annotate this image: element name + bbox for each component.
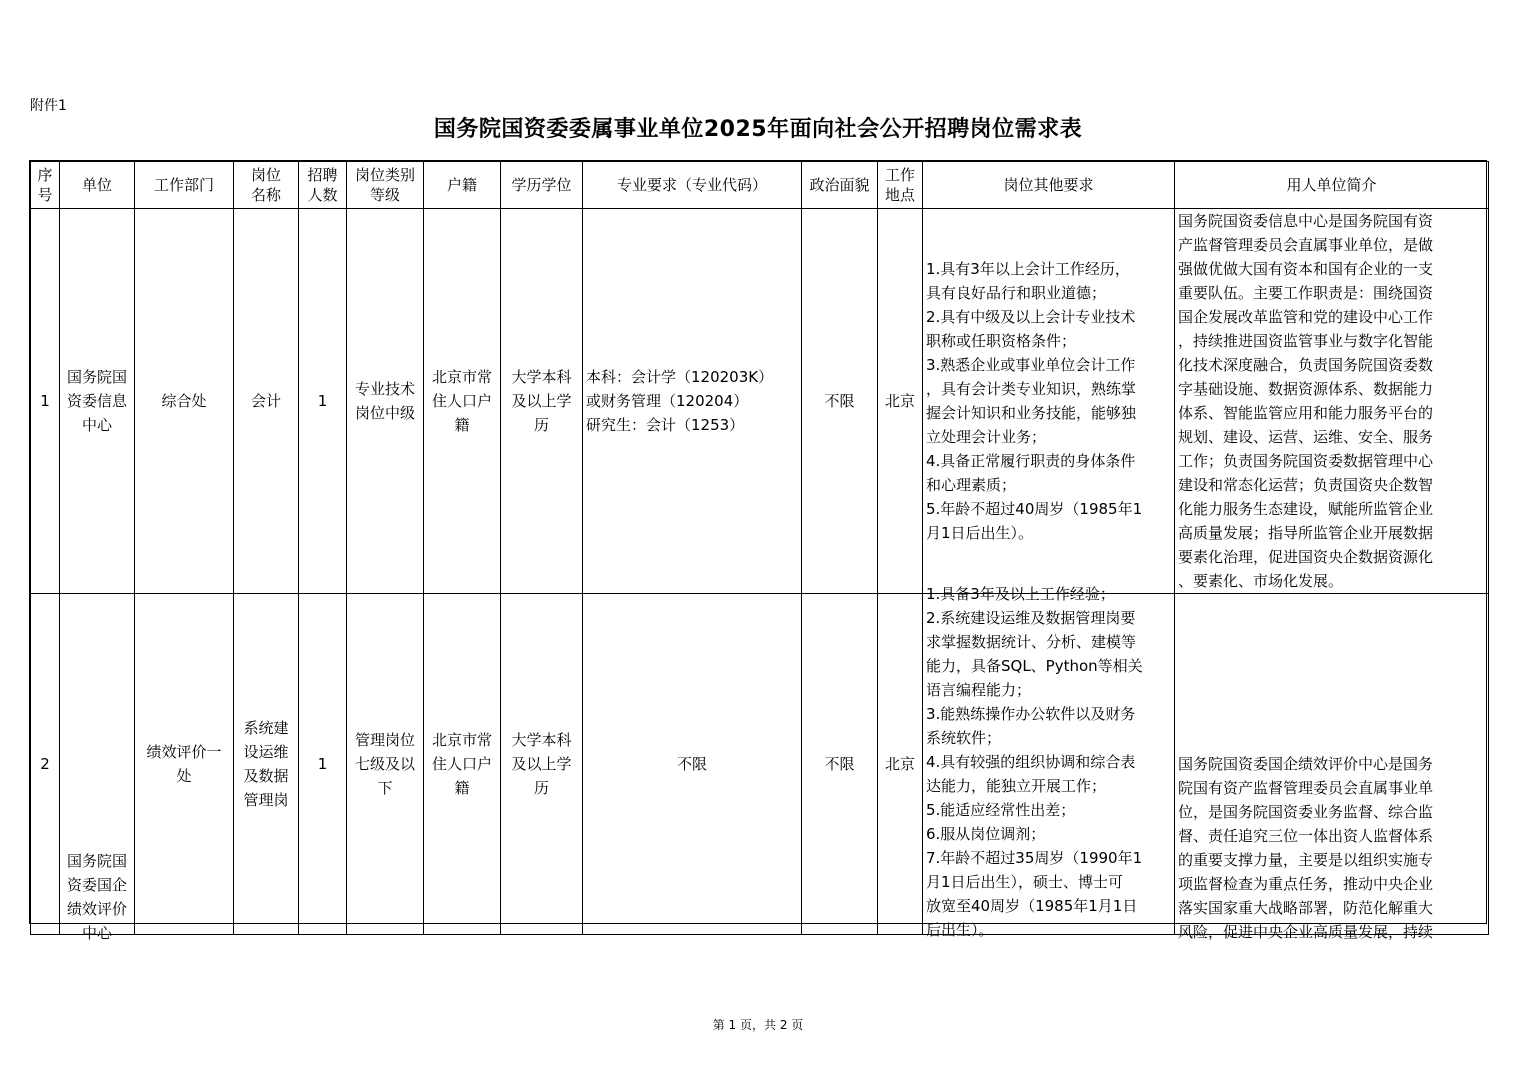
cell-post: 系统建 设运维 及数据 管理岗 [234, 594, 299, 935]
cell-dept: 综合处 [135, 209, 234, 594]
cell-unit-intro: 国务院国资委信息中心是国务院国有资 产监督管理委员会直属事业单位，是做 强做优做大国有资本和国有企业的一支 重要队伍。主要工作职责是：围绕国资 国企发展改革监管和党的建设中心工作 ，持续推进国资监管事业与数字化智能 化技术深度融合，负责国务院国资委数 字基础设施、数据资源体系、数据能力 体系、智能监管应用和能力服务平台的 规划、建设、运营、运维、安全、服务 工作；负责国务院国资委数据管理中心 建设和常态化运营；负责国资央企数智 化能力服务生态建设，赋能所监管企业 高质量发展；指导所监管企业开展数据 要素化治理，促进国资央企数据资源化 、要素化、市场化发展。 [1175, 209, 1489, 594]
cell-education: 大学本科 及以上学 历 [501, 209, 583, 594]
cell-other-requirements: 1.具有3年以上会计工作经历， 具有良好品行和职业道德； 2.具有中级及以上会计专业技术 职称或任职资格条件； 3.熟悉企业或事业单位会计工作 ，具有会计类专业知识，熟练掌 握会计知识和业务技能，能够独 立处理会计业务； 4.具备正常履行职责的身体条件 和心理素质； 5.年龄不超过40周岁（1985年1 月1日后出生）。 [923, 209, 1175, 594]
cell-count: 1 [299, 209, 347, 594]
attachment-label: 附件1 [30, 98, 67, 114]
header-row [31, 162, 1489, 209]
header-hukou: 户籍 [424, 162, 501, 209]
cell-dept: 绩效评价一 处 [135, 594, 234, 935]
cell-location: 北京 [878, 594, 923, 935]
cell-category: 管理岗位 七级及以 下 [347, 594, 424, 935]
page-title: 国务院国资委委属事业单位2025年面向社会公开招聘岗位需求表 [433, 117, 1083, 142]
recruitment-table [29, 160, 1487, 942]
table-row [31, 594, 1489, 935]
header-other: 岗位其他要求 [923, 162, 1175, 209]
header-major: 专业要求（专业代码） [583, 162, 802, 209]
cell-politics: 不限 [802, 209, 878, 594]
header-seq: 序 号 [31, 162, 60, 209]
header-category: 岗位类别 等级 [347, 162, 424, 209]
cell-seq: 1 [31, 209, 60, 594]
cell-major: 不限 [583, 594, 802, 935]
cell-unit: 国务院国 资委信息 中心 [60, 209, 135, 594]
cell-other-requirements: 1.具备3年及以上工作经验； 2.系统建设运维及数据管理岗要 求掌握数据统计、分析、建模等 能力，具备SQL、Python等相关 语言编程能力； 3.能熟练操作办公软件以及财务 系统软件； 4.具有较强的组织协调和综合表 达能力，能独立开展工作； 5.能适应经常性出差； 6.服从岗位调剂； 7.年龄不超过35周岁（1990年1 月1日后出生），硕士、博士可 放宽至40周岁（1985年1月1日 后出生）。 [923, 594, 1175, 935]
cell-post: 会计 [234, 209, 299, 594]
header-unit: 单位 [60, 162, 135, 209]
page-footer: 第 1 页，共 2 页 [712, 1018, 804, 1032]
cell-location: 北京 [878, 209, 923, 594]
cell-category: 专业技术 岗位中级 [347, 209, 424, 594]
cell-education: 大学本科 及以上学 历 [501, 594, 583, 935]
cell-count: 1 [299, 594, 347, 935]
cell-unit: 国务院国 资委国企 绩效评价 中心 [60, 594, 135, 935]
header-politics: 政治面貌 [802, 162, 878, 209]
table-row [31, 209, 1489, 594]
header-location: 工作 地点 [878, 162, 923, 209]
header-intro: 用人单位简介 [1175, 162, 1489, 209]
header-count: 招聘 人数 [299, 162, 347, 209]
header-post: 岗位 名称 [234, 162, 299, 209]
cell-hukou: 北京市常 住人口户 籍 [424, 209, 501, 594]
cell-unit-intro: 国务院国资委国企绩效评价中心是国务 院国有资产监督管理委员会直属事业单 位，是国务院国资委业务监督、综合监 督、责任追究三位一体出资人监督体系 的重要支撑力量，主要是以组织实施专 项监督检查为重点任务，推动中央企业 落实国家重大战略部署，防范化解重大 风险，促进中央企业高质量发展，持续 [1175, 594, 1489, 935]
cell-major: 本科：会计学（120203K） 或财务管理（120204） 研究生：会计（1253） [583, 209, 802, 594]
header-dept: 工作部门 [135, 162, 234, 209]
cell-seq: 2 [31, 594, 60, 935]
cell-politics: 不限 [802, 594, 878, 935]
header-education: 学历学位 [501, 162, 583, 209]
cell-hukou: 北京市常 住人口户 籍 [424, 594, 501, 935]
